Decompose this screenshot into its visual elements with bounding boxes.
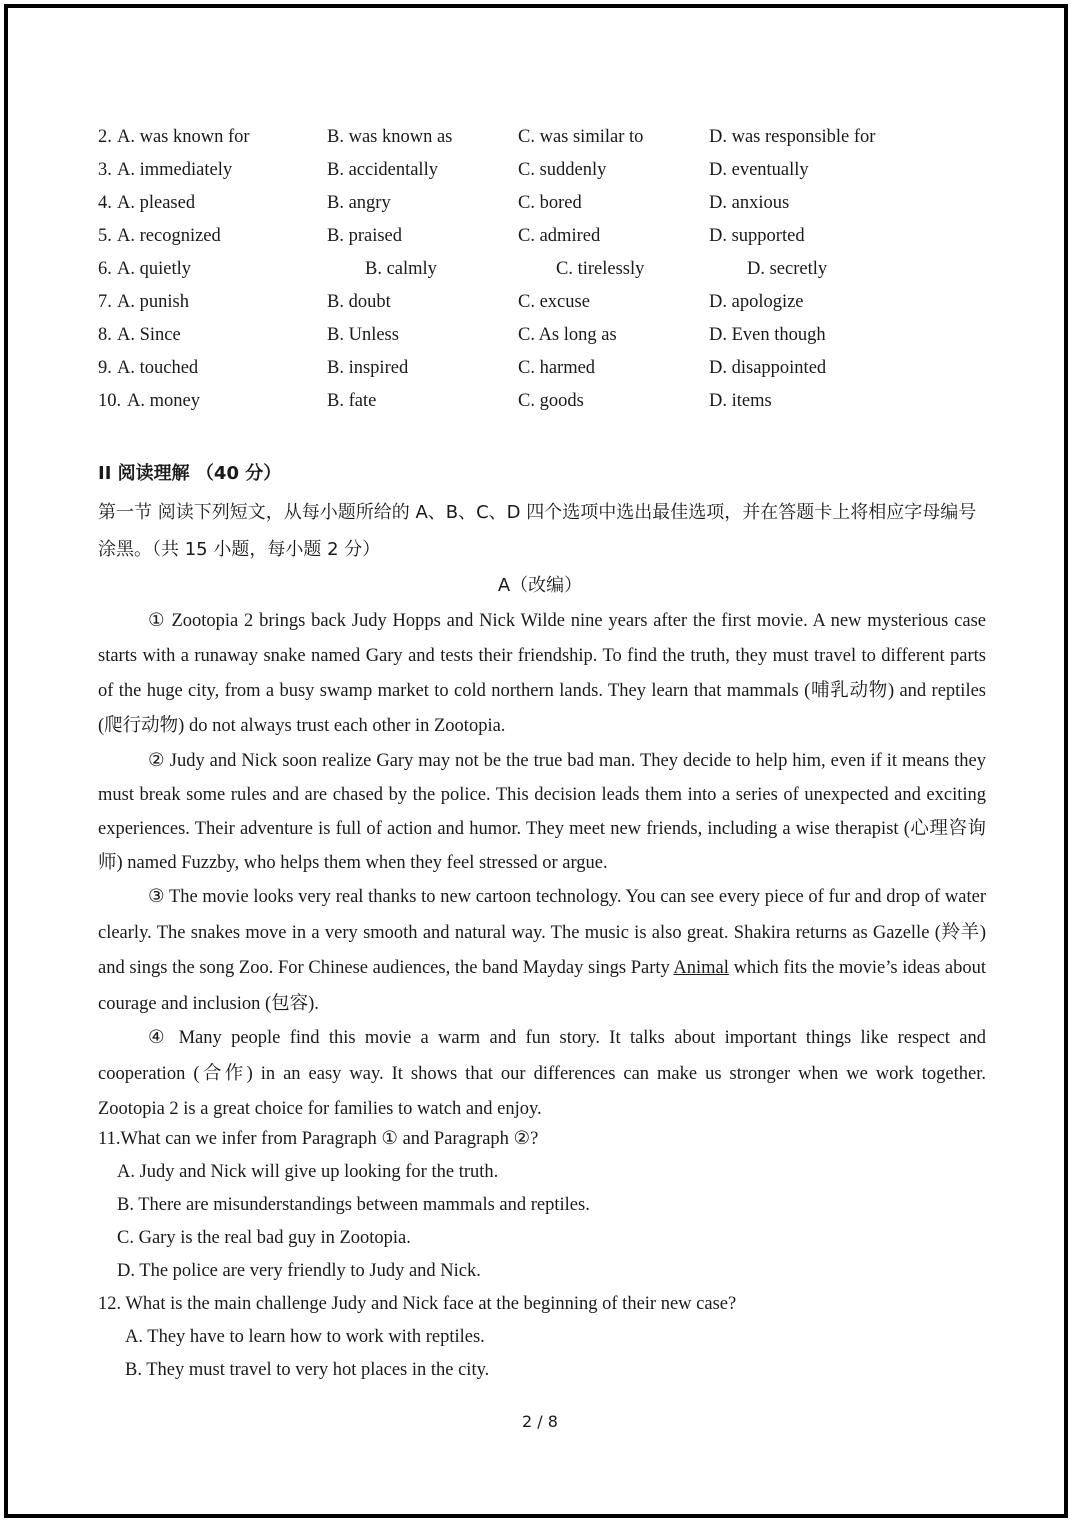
passage-paragraph-1: ① Zootopia 2 brings back Judy Hopps and Nick Wilde nine years after the first movie. A new mysterious case starts with a runaway snake named Gary and tests their friendship. To find the truth, they must travel to different parts of the huge city, from a busy swamp market to cold northern lands. They learn that mammals (哺乳动物) and reptiles (爬行动物) do not always trust each other in Zootopia. (98, 611, 986, 736)
option-row-5 (98, 226, 998, 259)
option-num: 8. (98, 325, 112, 345)
option-d: D. apologize (709, 292, 804, 312)
option-c: C. excuse (518, 292, 590, 312)
option-d: D. eventually (709, 160, 809, 180)
question-12-choice-b: B. They must travel to very hot places in the city. (125, 1360, 490, 1380)
option-num: 3. (98, 160, 112, 180)
underlined-word: Animal (673, 958, 729, 978)
option-d: D. supported (709, 226, 805, 246)
option-a: A. punish (117, 292, 189, 312)
question-12-stem: 12. What is the main challenge Judy and Nick face at the beginning of their new case? (98, 1294, 737, 1314)
section-instruction: 第一节 阅读下列短文，从每小题所给的 A、B、C、D 四个选项中选出最佳选项，并在答题卡上将相应字母编号涂黑。（共 15 小题，每小题 2 分） (98, 502, 977, 560)
option-c: C. was similar to (518, 127, 644, 147)
option-b: B. doubt (327, 292, 391, 312)
option-d: D. items (709, 391, 772, 411)
option-c: C. harmed (518, 358, 596, 378)
question-12-choice-a: A. They have to learn how to work with reptiles. (125, 1327, 485, 1347)
option-b: B. praised (327, 226, 403, 246)
option-d: D. anxious (709, 193, 790, 213)
question-11-choice-a: A. Judy and Nick will give up looking for the truth. (117, 1162, 499, 1182)
option-c: C. tirelessly (556, 259, 645, 279)
option-row-7 (98, 292, 998, 325)
option-a: A. recognized (117, 226, 221, 246)
option-d: D. secretly (747, 259, 828, 279)
option-b: B. fate (327, 391, 377, 411)
question-11-stem: 11.What can we infer from Paragraph ① and Paragraph ②? (98, 1129, 539, 1149)
option-c: C. goods (518, 391, 584, 411)
option-row-6 (98, 259, 998, 292)
option-d: D. disappointed (709, 358, 827, 378)
option-row-8 (98, 325, 998, 358)
options-table (98, 127, 998, 424)
option-row-3 (98, 160, 998, 193)
section-title: II 阅读理解 （40 分） (98, 463, 282, 484)
passage-paragraph-2: ② Judy and Nick soon realize Gary may not be the true bad man. They decide to help him, even if it means they must break some rules and are chased by the police. This decision leads them into a series of unexpected and exciting experiences. Their adventure is full of action and humor. They meet new friends, including a wise therapist (心理咨询师) named Fuzzby, who helps them when they feel stressed or argue. (98, 751, 986, 873)
option-d: D. was responsible for (709, 127, 876, 147)
option-c: C. bored (518, 193, 582, 213)
option-b: B. angry (327, 193, 391, 213)
option-num: 4. (98, 193, 112, 213)
option-b: B. accidentally (327, 160, 438, 180)
option-num: 5. (98, 226, 112, 246)
question-11-choice-b: B. There are misunderstandings between mammals and reptiles. (117, 1195, 590, 1215)
option-c: C. admired (518, 226, 601, 246)
passage-paragraph-3 (98, 880, 986, 1022)
option-c: C. As long as (518, 325, 617, 345)
page-number: 2 / 8 (522, 1412, 558, 1431)
questions (98, 1124, 998, 1388)
question-11-choice-d: D. The police are very friendly to Judy and Nick. (117, 1261, 481, 1281)
option-b: B. Unless (327, 325, 399, 345)
paragraph-3-text-before: ③ The movie looks very real thanks to new cartoon technology. You can see every piece of fur and drop of water clearly. The snakes move in a very smooth and natural way. The music is also great. Shakira returns as Gazelle (羚羊) and sings the song Zoo. For Chinese audiences, the band Mayday sings Party (98, 887, 986, 978)
option-row-9 (98, 358, 998, 391)
option-num: 2. (98, 127, 112, 147)
option-row-10 (98, 391, 998, 424)
option-a: A. money (127, 391, 200, 411)
option-b: B. was known as (327, 127, 453, 147)
option-num: 6. (98, 259, 112, 279)
passage-paragraph-4: ④ Many people find this movie a warm and fun story. It talks about important things like respect and cooperation (合作) in an easy way. It shows that our differences can make us stronger when we work together. Zootopia 2 is a great choice for families to watch and enjoy. (98, 1028, 986, 1119)
option-num: 10. (98, 391, 122, 411)
paragraph-3-text-after: which fits the movie’s ideas about courage and inclusion (包容). (98, 958, 986, 1014)
option-b: B. inspired (327, 358, 409, 378)
option-num: 9. (98, 358, 112, 378)
option-a: A. pleased (117, 193, 196, 213)
option-a: A. touched (117, 358, 199, 378)
option-d: D. Even though (709, 325, 826, 345)
option-a: A. was known for (117, 127, 250, 147)
passage-title: A（改编） (497, 575, 583, 596)
question-11-choice-c: C. Gary is the real bad guy in Zootopia. (117, 1228, 411, 1248)
option-row-2 (98, 127, 998, 160)
option-a: A. quietly (117, 259, 191, 279)
option-a: A. immediately (117, 160, 233, 180)
option-b: B. calmly (365, 259, 437, 279)
option-num: 7. (98, 292, 112, 312)
option-row-4 (98, 193, 998, 226)
option-c: C. suddenly (518, 160, 607, 180)
option-a: A. Since (117, 325, 181, 345)
